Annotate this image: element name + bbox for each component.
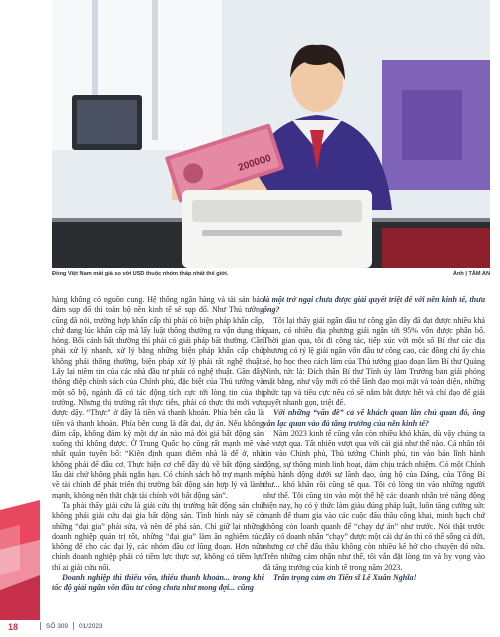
photo-credit: Ảnh | TÂM AN [452, 271, 490, 277]
geometric-decoration [0, 500, 40, 620]
footer-divider [40, 622, 41, 630]
article-paragraph: Ta phải thấy giải cứu là giải cứu thị trường bất động sản chứ không phải giải cứu đại gia bất động sản. Tình hình này sẽ có những “đại gia” phải sửa, và nên để phá sản. Chỉ giữ lại những doanh nghiệp quản trị tốt, những “đại gia” làm ăn nghiêm túc, không để cho các đại lý, các nhóm đầu cơ lũng đoạn. Hơn nữa chính doanh nghiệp phải có tiềm lực thực sự, không có tiềm lực thì ai giải cứu nổi. [52, 500, 264, 572]
photo-caption: Đồng Việt Nam mất giá so với USD thuộc nhóm thấp nhất thế giới. [52, 271, 229, 277]
bank-teller-illustration [52, 0, 490, 268]
interview-question: Với những “vấn đề” cả về khách quan lẫn chủ quan đó, ông vẫn lạc quan vào đà tăng trưởng của nền kinh tế? [263, 408, 485, 428]
article-signoff: Trân trọng cảm ơn Tiến sĩ Lê Xuân Nghĩa! [273, 573, 417, 583]
issue-date: 01/2023 [79, 622, 103, 630]
banknote-value: 200000 [237, 152, 273, 174]
article-photo [52, 0, 490, 268]
article-column-right [263, 295, 485, 583]
issue-number: SỐ 309 [46, 622, 69, 630]
interview-question: là một trở ngại chưa được giải quyết triệt để với nền kinh tế, thưa ông? [263, 295, 485, 315]
article-paragraph: hàng không có nguồn cung. Hệ thống ngân hàng và tài sản bảo đảm sụp đổ thì toàn bộ nền kinh tế sẽ sụp đổ. Như Thủ tướng cũng đã nói, trường hợp khẩn cấp thì phải có biện pháp khẩn cấp, chứ đang lúc khẩn cấp mà lấy luật thông thường ra vận dụng thì hỏng. Bối cảnh bất thường thì phải có giải pháp bất thường. Cần phải xử lý nhanh, xử lý bằng những biện pháp khẩn cấp chứ không phải thông thường, biện pháp xử lý phải rất nghệ thuật. Lấy lại niềm tin của các nhà đầu tư phải có nghệ thuật. Gần đây thông điệp chính sách của Chính phủ, đặc biệt của Thủ tướng và một số bộ, ngành đã có tác động tích cực tới lòng tin của thị trường. Nhưng thị trường rất thực tiễn, phải có thực thi mới vực được dậy. “Thực” ở đây là tiền và thanh khoản. Phía bên cầu là tiền và thanh khoản. Phía bên cung là đất đai, dự án. Nếu không đảm cấp, không đảm kỳ một dự án nào mà đòi giá bất động sản xuống thì không được. Ở Trung Quốc họ cũng rất mạnh mẽ và nhất quán tuyên bố: “Kiên định quan điểm nhà là để ở, nhà không phải để đầu cơ. Thực hiện cơ chế đầy đủ về bất động sản lâu dài chứ không phải ngắn hạn. Có chính sách hỗ trợ mạnh mẽ về tài chính để phát triển thị trường bất động sản hợp lý và lành mạnh, không nên thắt chặt tài chính với bất động sản”. [52, 295, 264, 500]
photo-caption-bar [52, 268, 490, 280]
article-paragraph: Tôi lại thấy giải ngân đầu tư công gần đây đã đạt được nhiều khả quan, có nhiều địa phương giải ngân tới 95% vốn được phân bổ. Thời gian qua, tôi đi công tác, tiếp xúc với một số Bí thư các địa phương có tỷ lệ giải ngân vốn đầu tư công cao, các đồng chí ấy chia sẻ, họ học theo cách làm của Thủ tướng giao đoạn làm Bí thư Quảng Ninh, tức là: Đích thân Bí thư Tỉnh ủy làm Trưởng ban giải phóng mặt bằng, như vậy mới có thể lãnh đạo mọi mặt và toàn diện, những phức tạp và tiêu cực nếu có sẽ nắm bắt được hết và chỉ đạo để giải quyết nhanh gọn, triệt để. [263, 315, 485, 407]
interview-question: Doanh nghiệp thì thiếu vốn, thiếu thanh khoản... trong khi tốc độ giải ngân vốn đầu tư công chưa như mong đợi... cũng [52, 573, 264, 593]
footer-divider [73, 622, 74, 630]
issue-footer [40, 622, 103, 630]
article-paragraph: Năm 2023 kinh tế cũng vẫn còn nhiều khó khăn, dù vậy chúng ta sẽ vượt qua. Tất nhiên vượt qua với cái giá như thế nào. Cá nhân tôi tin vào Chính phủ, Thủ tướng Chính phủ, tin vào bản lĩnh hành động, sự thông minh linh hoạt, dám chịu trách nhiệm. Có một Chính phủ hành động dưới sự lãnh đạo, ủng hộ của Đảng, của Tổng Bí thư... khó khăn rồi cũng sẽ qua. Tôi có lòng tin vào những người như thế. Tôi cũng tin vào một thế hệ các doanh nhân trẻ năng động hiện nay, họ có ý thức làm giàu đúng pháp luật, luôn tăng cường sức mạnh để tham gia vào các cuộc đấu thầu công khai, minh bạch chứ không còn loanh quanh để “chạy dự án” như trước. Nói thật trước đây có doanh nhân “chạy” được một cái dự án thì có thể sống cả đời, nhưng cơ chế đấu thầu không còn nhiều kẽ hở cho chuyện đó nữa. Trên những cảm nhận như thế, tôi vẫn đặt lòng tin và hy vọng vào đà tăng trưởng của kinh tế trong năm 2023. [263, 428, 485, 572]
article-column-left [52, 295, 264, 594]
page-number: 18 [8, 622, 19, 632]
